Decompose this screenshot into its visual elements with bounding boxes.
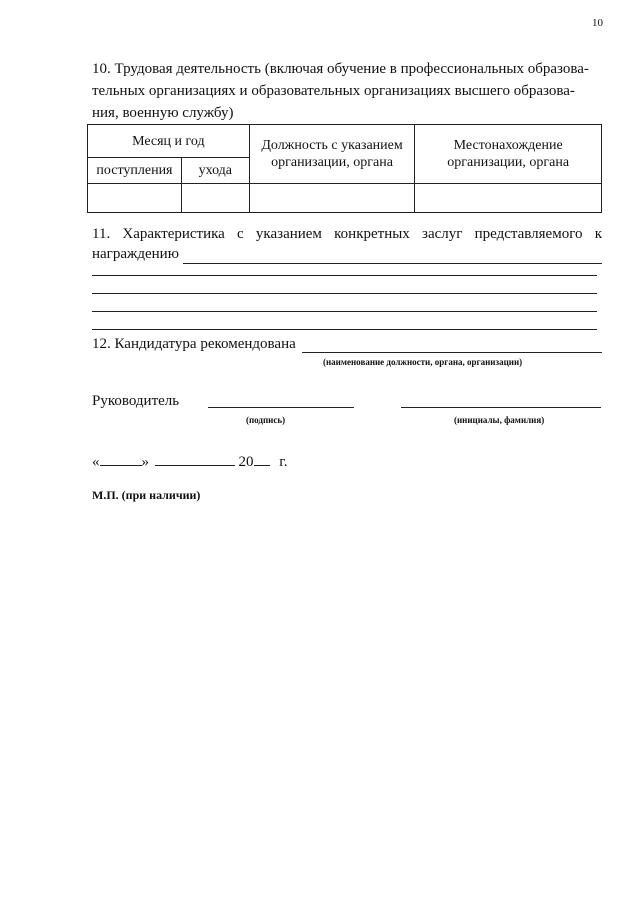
section-11-line-1 (92, 224, 602, 244)
recommendation-caption: (наименование должности, органа, организации) (323, 357, 523, 367)
header-location-line-1: Местонахождение (453, 138, 563, 153)
section-10-employment (92, 58, 602, 124)
table-cell-departure[interactable] (181, 184, 249, 213)
head-label: Руководитель (92, 393, 180, 409)
name-caption: (инициалы, фамилия) (454, 415, 545, 425)
section-11-word: Характеристика (122, 226, 225, 242)
header-position (249, 125, 415, 184)
header-month-year: Месяц и год (88, 125, 250, 158)
header-location-line-2: организации, органа (447, 155, 570, 170)
characteristic-line[interactable] (92, 329, 597, 330)
header-position-line-2: организации, органа (271, 155, 393, 170)
day-blank[interactable] (100, 451, 142, 466)
section-10-line-2: тельных организациях и образовательных организациях высшего образова- (92, 83, 575, 99)
characteristic-line[interactable] (92, 311, 597, 312)
section-11-word: представляемого (474, 226, 583, 242)
characteristic-line[interactable] (92, 275, 597, 276)
section-11-word: конкретных (334, 226, 410, 242)
close-quote: » (141, 454, 149, 470)
section-11-word: с (237, 226, 244, 242)
section-12-label: 12. Кандидатура рекомендована (92, 336, 296, 352)
open-quote: « (92, 454, 100, 470)
section-11-characteristic (92, 224, 602, 264)
section-11-word: указанием (255, 226, 322, 242)
year-blank[interactable] (254, 451, 270, 466)
table-cell-admission[interactable] (88, 184, 182, 213)
header-admission: поступления (88, 158, 182, 184)
seal-note: М.П. (при наличии) (92, 488, 201, 502)
month-blank[interactable] (155, 451, 235, 466)
year-prefix: 20 (238, 454, 254, 470)
characteristic-line[interactable] (92, 293, 597, 294)
section-11-line-2-label: награждению (92, 246, 179, 262)
year-suffix: г. (279, 454, 288, 470)
signature-caption: (подпись) (246, 415, 286, 425)
recommendation-fill-line[interactable] (302, 337, 602, 353)
table-cell-location[interactable] (415, 184, 602, 213)
section-10-line-1: 10. Трудовая деятельность (включая обучение в профессиональных образова- (92, 61, 589, 77)
name-line[interactable] (401, 393, 601, 408)
date-line (92, 451, 287, 471)
header-location (415, 125, 602, 184)
section-11-line-2 (92, 244, 602, 264)
table-cell-position[interactable] (249, 184, 415, 213)
signature-line[interactable] (208, 393, 354, 408)
header-position-line-1: Должность с указанием (261, 138, 403, 153)
table-row (88, 184, 602, 213)
section-10-line-3: ния, военную службу) (92, 105, 234, 121)
page-number: 10 (592, 17, 603, 29)
section-11-word: к (594, 226, 602, 242)
header-departure: ухода (181, 158, 249, 184)
section-11-word: 11. (92, 226, 111, 242)
section-11-word: заслуг (422, 226, 463, 242)
section-12-recommendation (92, 336, 602, 353)
characteristic-fill-line[interactable] (183, 248, 602, 264)
employment-table (87, 124, 602, 213)
